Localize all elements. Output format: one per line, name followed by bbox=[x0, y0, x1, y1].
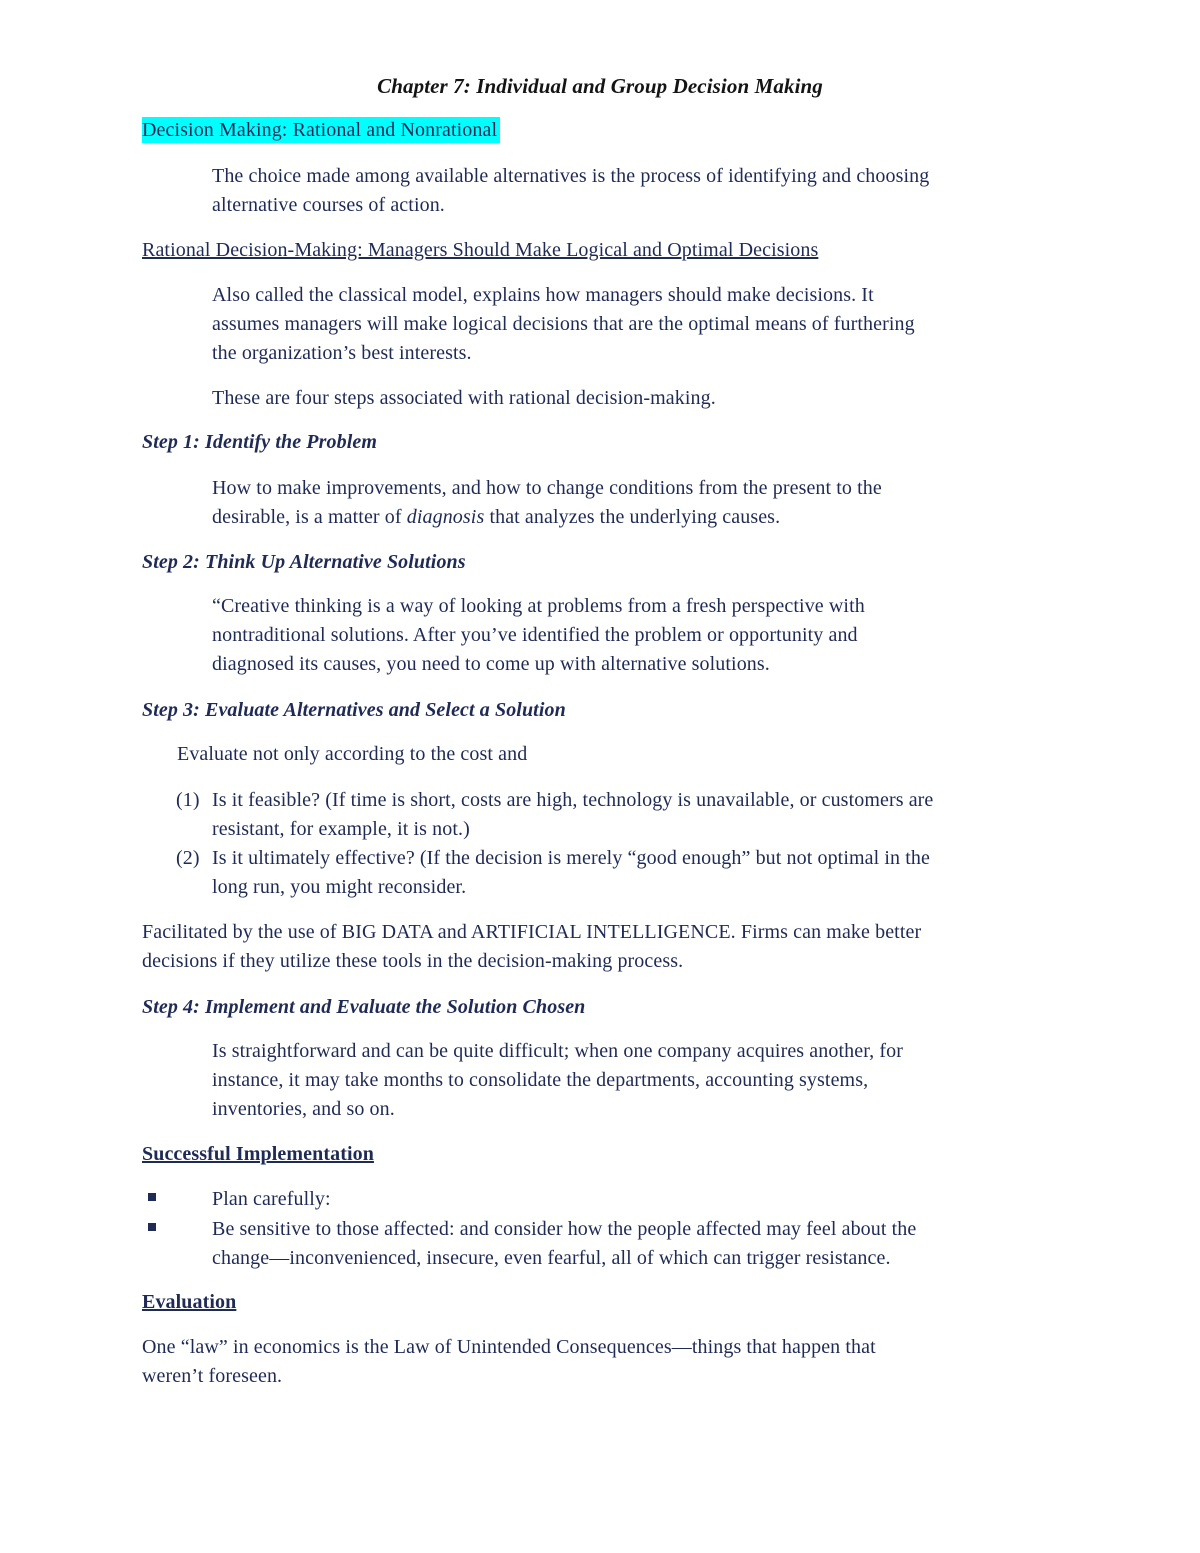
paragraph-line: assumes managers will make logical decisions that are the optimal means of furthering bbox=[212, 313, 915, 335]
paragraph-line: alternative courses of action. bbox=[212, 194, 445, 216]
paragraph-line: How to make improvements, and how to change conditions from the present to the bbox=[212, 477, 882, 499]
implementation-heading: Successful Implementation bbox=[142, 1143, 374, 1165]
section-heading-decision-making bbox=[142, 118, 500, 142]
paragraph-line: nontraditional solutions. After you’ve identified the problem or opportunity and bbox=[212, 624, 858, 646]
bullet-item-line: change—inconvenienced, insecure, even fearful, all of which can trigger resistance. bbox=[212, 1247, 891, 1269]
list-number: (1) bbox=[176, 789, 200, 811]
bullet-item-line: Plan carefully: bbox=[212, 1188, 331, 1210]
evaluation-heading: Evaluation bbox=[142, 1291, 237, 1313]
section-heading-rational-decision-making: Rational Decision-Making: Managers Should Make Logical and Optimal Decisions bbox=[142, 239, 819, 261]
step1-heading: Step 1: Identify the Problem bbox=[142, 431, 377, 453]
paragraph-line: One “law” in economics is the Law of Unintended Consequences—things that happen that bbox=[142, 1336, 876, 1358]
text-run: that analyzes the underlying causes. bbox=[484, 506, 781, 528]
page-title: Chapter 7: Individual and Group Decision Making bbox=[377, 74, 823, 98]
highlighted-heading-text: Decision Making: Rational and Nonrational bbox=[142, 117, 500, 143]
square-bullet-icon bbox=[148, 1193, 156, 1201]
paragraph-line: The choice made among available alternatives is the process of identifying and choosing bbox=[212, 165, 930, 187]
paragraph-line: inventories, and so on. bbox=[212, 1098, 395, 1120]
paragraph-line: the organization’s best interests. bbox=[212, 342, 472, 364]
square-bullet-icon bbox=[148, 1223, 156, 1231]
paragraph-line bbox=[212, 505, 780, 529]
step3-heading: Step 3: Evaluate Alternatives and Select a Solution bbox=[142, 699, 566, 721]
paragraph-line: “Creative thinking is a way of looking at problems from a fresh perspective with bbox=[212, 595, 865, 617]
italic-term-diagnosis: diagnosis bbox=[406, 506, 485, 528]
bullet-item-line: Be sensitive to those affected: and consider how the people affected may feel about the bbox=[212, 1218, 917, 1240]
paragraph-line: instance, it may take months to consolidate the departments, accounting systems, bbox=[212, 1069, 869, 1091]
paragraph-line: decisions if they utilize these tools in the decision-making process. bbox=[142, 950, 684, 972]
paragraph-line: Is straightforward and can be quite difficult; when one company acquires another, for bbox=[212, 1040, 903, 1062]
list-item-line: Is it feasible? (If time is short, costs are high, technology is unavailable, or customers are bbox=[212, 789, 934, 811]
list-item-line: long run, you might reconsider. bbox=[212, 876, 467, 898]
paragraph-line: weren’t foreseen. bbox=[142, 1365, 283, 1387]
list-item-line: resistant, for example, it is not.) bbox=[212, 818, 470, 840]
text-run: desirable, is a matter of bbox=[212, 506, 407, 528]
paragraph-line: Also called the classical model, explains how managers should make decisions. It bbox=[212, 284, 874, 306]
paragraph-line: Facilitated by the use of BIG DATA and ARTIFICIAL INTELLIGENCE. Firms can make better bbox=[142, 921, 922, 943]
step4-heading: Step 4: Implement and Evaluate the Solution Chosen bbox=[142, 996, 586, 1018]
list-item-line: Is it ultimately effective? (If the decision is merely “good enough” but not optimal in the bbox=[212, 847, 930, 869]
list-number: (2) bbox=[176, 847, 200, 869]
paragraph-line: These are four steps associated with rational decision-making. bbox=[212, 387, 716, 409]
paragraph-line: Evaluate not only according to the cost and bbox=[177, 743, 528, 765]
paragraph-line: diagnosed its causes, you need to come up with alternative solutions. bbox=[212, 653, 770, 675]
step2-heading: Step 2: Think Up Alternative Solutions bbox=[142, 551, 466, 573]
